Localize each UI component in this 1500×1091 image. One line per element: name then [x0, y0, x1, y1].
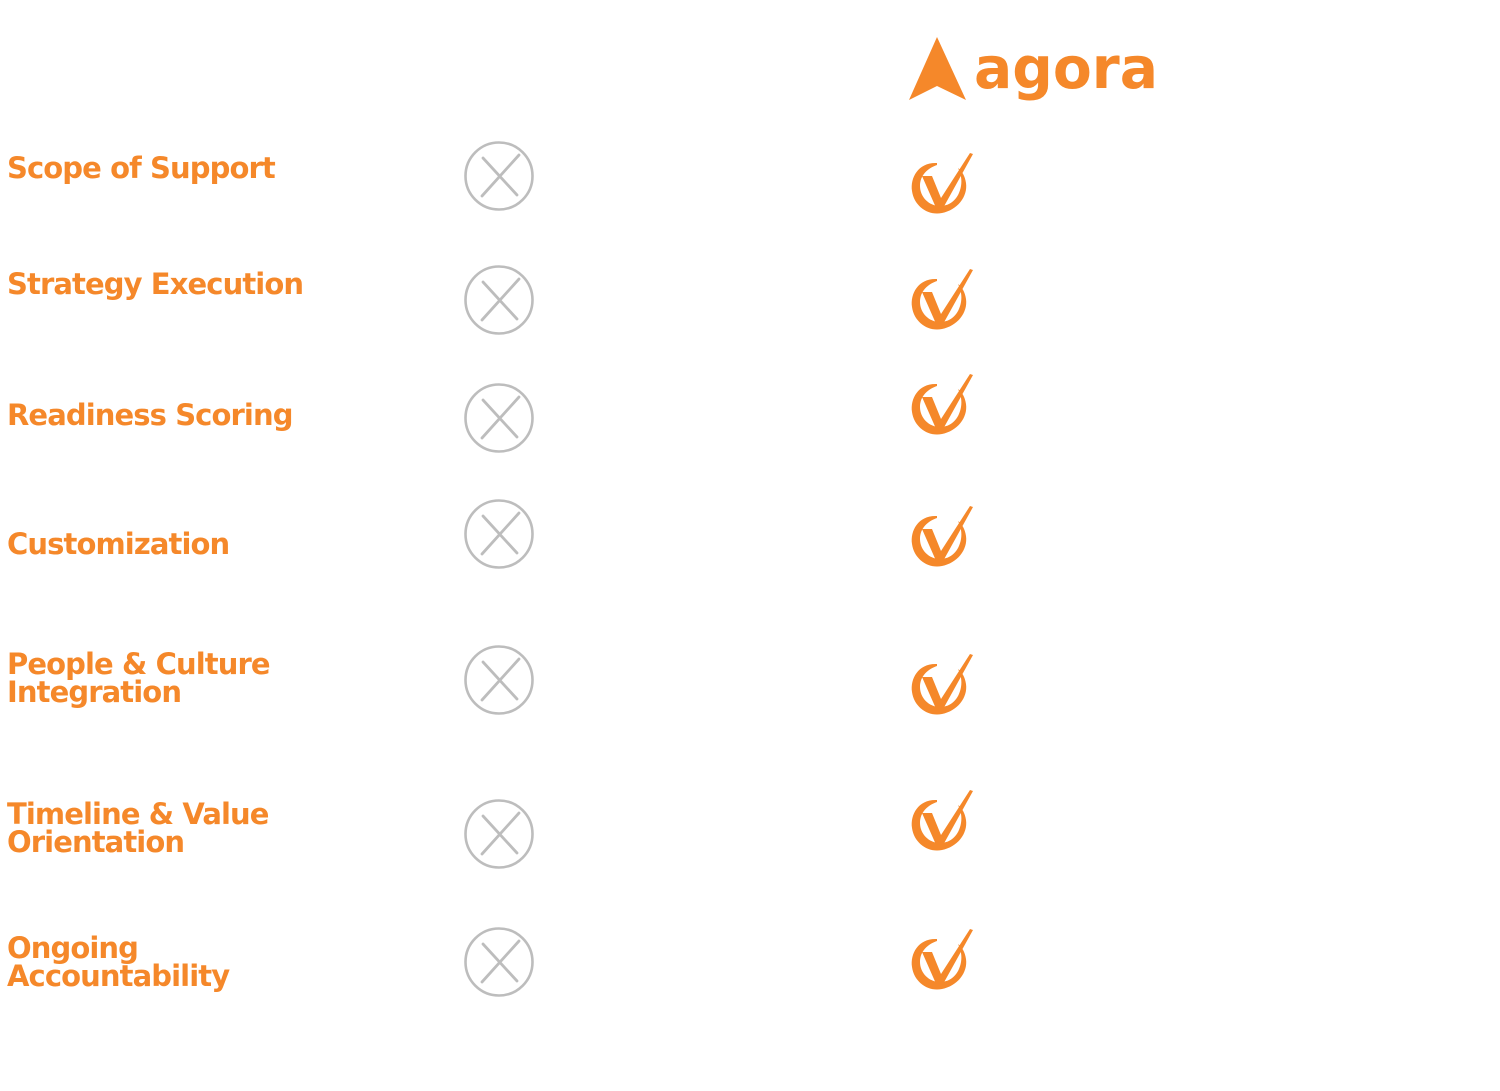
row-label-strategy-execution: Strategy Execution [7, 267, 304, 301]
agora-logo [908, 34, 1160, 104]
row-label-timeline-value-orientation: Timeline & Value Orientation [7, 797, 269, 859]
check-circle-icon [908, 787, 974, 853]
row-label-customization: Customization [7, 527, 230, 561]
x-circle-icon [463, 139, 537, 213]
check-circle-icon [908, 926, 974, 992]
check-circle-icon [908, 503, 974, 569]
check-circle-icon [908, 266, 974, 332]
row-label-readiness-scoring: Readiness Scoring [7, 398, 293, 432]
x-circle-icon [463, 263, 537, 337]
x-circle-icon [463, 925, 537, 999]
row-label-scope-of-support: Scope of Support [7, 151, 275, 185]
row-label-ongoing-accountability: Ongoing Accountability [7, 931, 230, 993]
triangle-arrow-icon [909, 37, 966, 100]
check-circle-icon [908, 651, 974, 717]
x-circle-icon [463, 797, 537, 871]
x-circle-icon [463, 497, 537, 571]
check-circle-icon [908, 371, 974, 437]
row-label-people-culture-integration: People & Culture Integration [7, 647, 270, 709]
logo-wordmark: agora [974, 34, 1158, 102]
check-circle-icon [908, 150, 974, 216]
x-circle-icon [463, 643, 537, 717]
x-circle-icon [463, 381, 537, 455]
